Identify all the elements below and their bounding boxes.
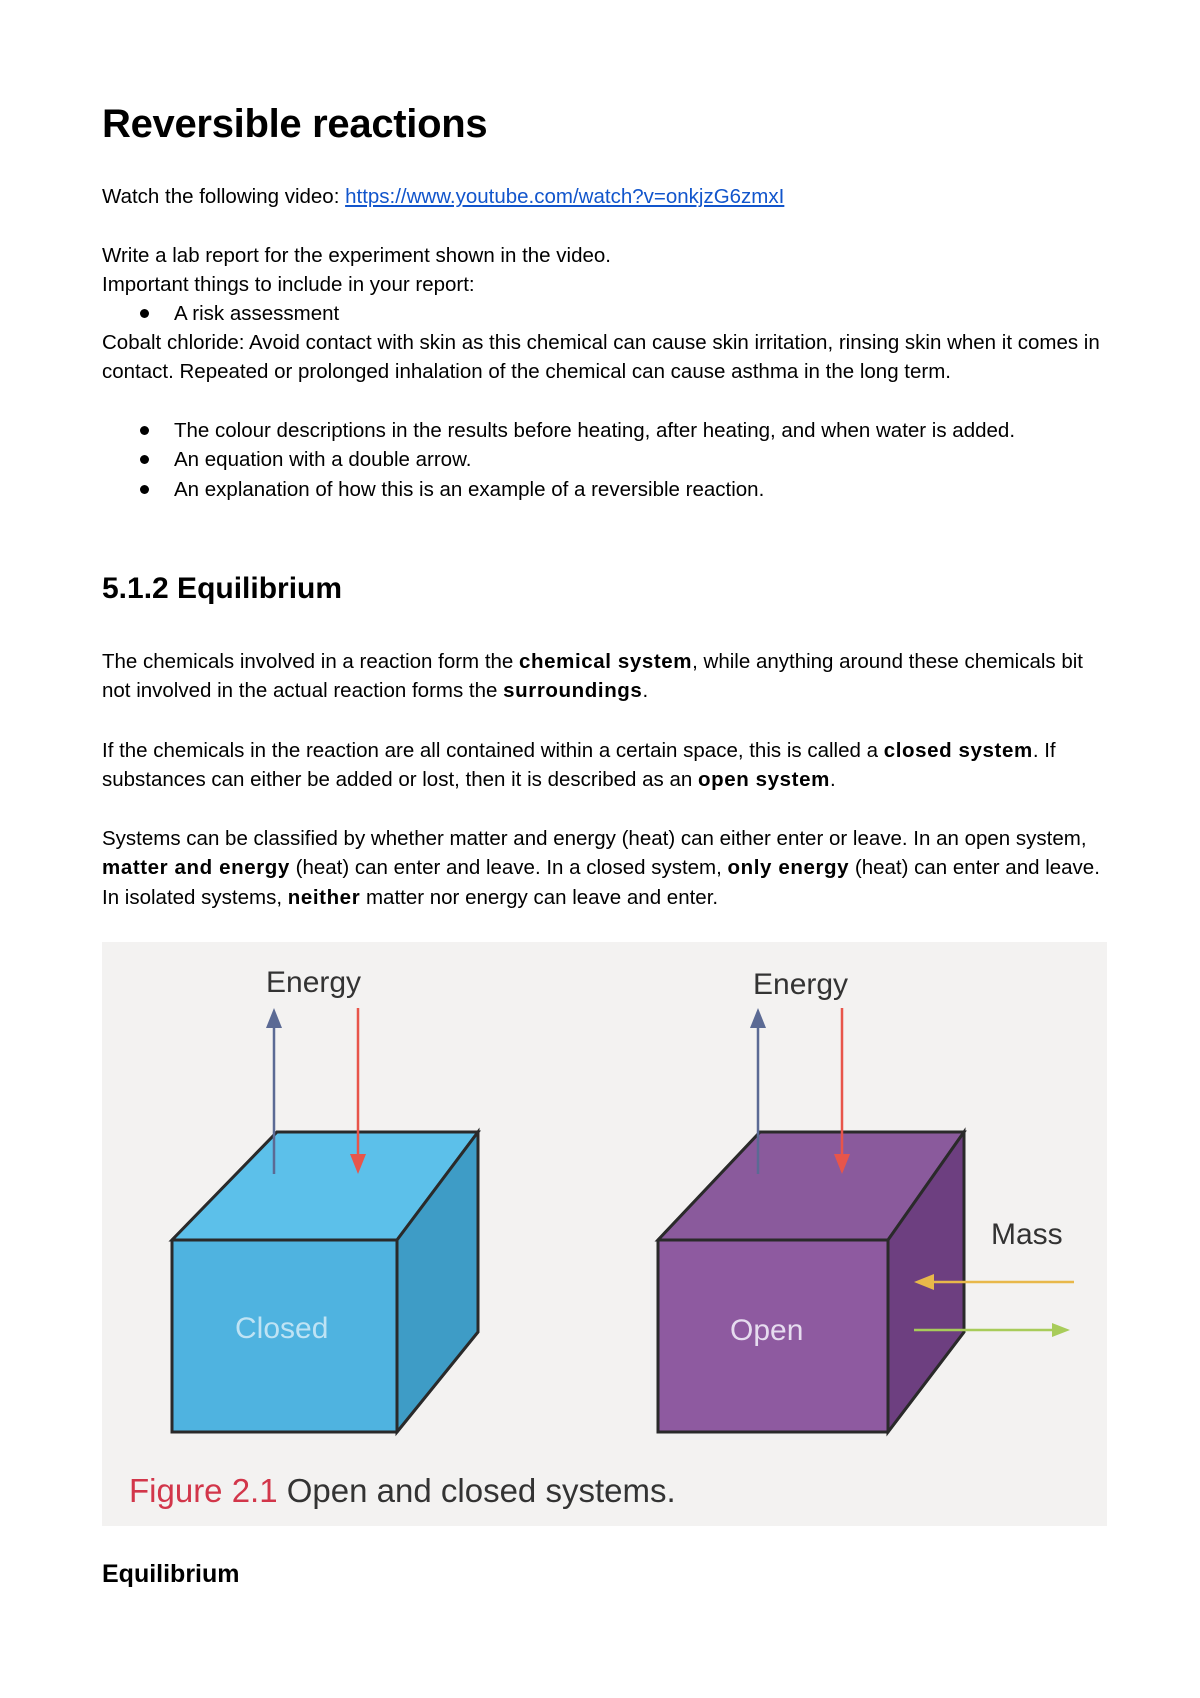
bold-term: matter and energy — [102, 856, 290, 880]
bullet-list-2 — [102, 416, 1015, 504]
list-item: An equation with a double arrow. — [102, 445, 1015, 474]
list-item: An explanation of how this is an example of a reversible reaction. — [102, 475, 1015, 504]
caption-number: Figure 2.1 — [129, 1472, 278, 1509]
caption-text: Open and closed systems. — [277, 1472, 676, 1509]
bold-term: neither — [287, 885, 361, 909]
video-link[interactable]: https://www.youtube.com/watch?v=onkjzG6zmxI — [345, 185, 785, 208]
text-run: (heat) can enter and leave. In a closed system, — [289, 856, 728, 880]
bullet-list-1 — [102, 299, 339, 328]
mass-label: Mass — [991, 1218, 1063, 1251]
report-instruction: Write a lab report for the experiment shown in the video. — [102, 244, 611, 267]
bold-term: only energy — [727, 856, 850, 880]
include-instruction: Important things to include in your report: — [102, 273, 475, 296]
page-title: Reversible reactions — [102, 102, 488, 146]
text-run: If the chemicals in the reaction are all contained within a certain space, this is called a — [102, 739, 884, 762]
bold-term: closed system — [883, 739, 1033, 762]
paragraph-classification — [102, 824, 1110, 912]
list-item: A risk assessment — [102, 299, 339, 328]
bold-term: open system — [698, 768, 830, 792]
text-run: . If substances can either be added or lost, then it is described as an — [102, 739, 1056, 792]
energy-label-right: Energy — [753, 968, 849, 1001]
figure-caption — [129, 1472, 676, 1509]
paragraph-chemical-system — [102, 647, 1110, 706]
energy-label-left: Energy — [266, 966, 362, 999]
text-run: matter nor energy can leave and enter. — [360, 885, 719, 909]
closed-cube — [172, 1132, 478, 1432]
closed-label: Closed — [235, 1312, 329, 1345]
text-run: Systems can be classified by whether matter and energy (heat) can either enter or leave. In an open system, — [102, 827, 1087, 850]
risk-paragraph: Cobalt chloride: Avoid contact with skin as this chemical can cause skin irritation, rinsing skin when it comes in contact. Repeated or prolonged inhalation of the chemical can cause asthma in the long term. — [102, 331, 1100, 384]
list-item: The colour descriptions in the results before heating, after heating, and when water is added. — [102, 416, 1015, 445]
open-label: Open — [730, 1314, 804, 1347]
text-run: , while anything around these chemicals bit not involved in the actual reaction forms the — [102, 650, 1084, 703]
text-run: The chemicals involved in a reaction form the — [102, 650, 520, 673]
figure-svg — [102, 942, 1107, 1526]
bold-term: chemical system — [519, 650, 693, 673]
paragraph-closed-open — [102, 736, 1110, 795]
text-run: . — [829, 768, 836, 792]
section-heading: 5.1.2 Equilibrium — [102, 572, 343, 605]
equilibrium-subheading: Equilibrium — [102, 1560, 240, 1588]
bold-term: surroundings — [503, 679, 643, 703]
text-run: . — [642, 679, 649, 703]
video-line — [102, 182, 1110, 211]
figure-open-closed-systems — [102, 942, 1107, 1526]
video-prefix: Watch the following video: — [102, 185, 346, 208]
text-run: (heat) can enter and leave. In isolated systems, — [102, 856, 1100, 909]
